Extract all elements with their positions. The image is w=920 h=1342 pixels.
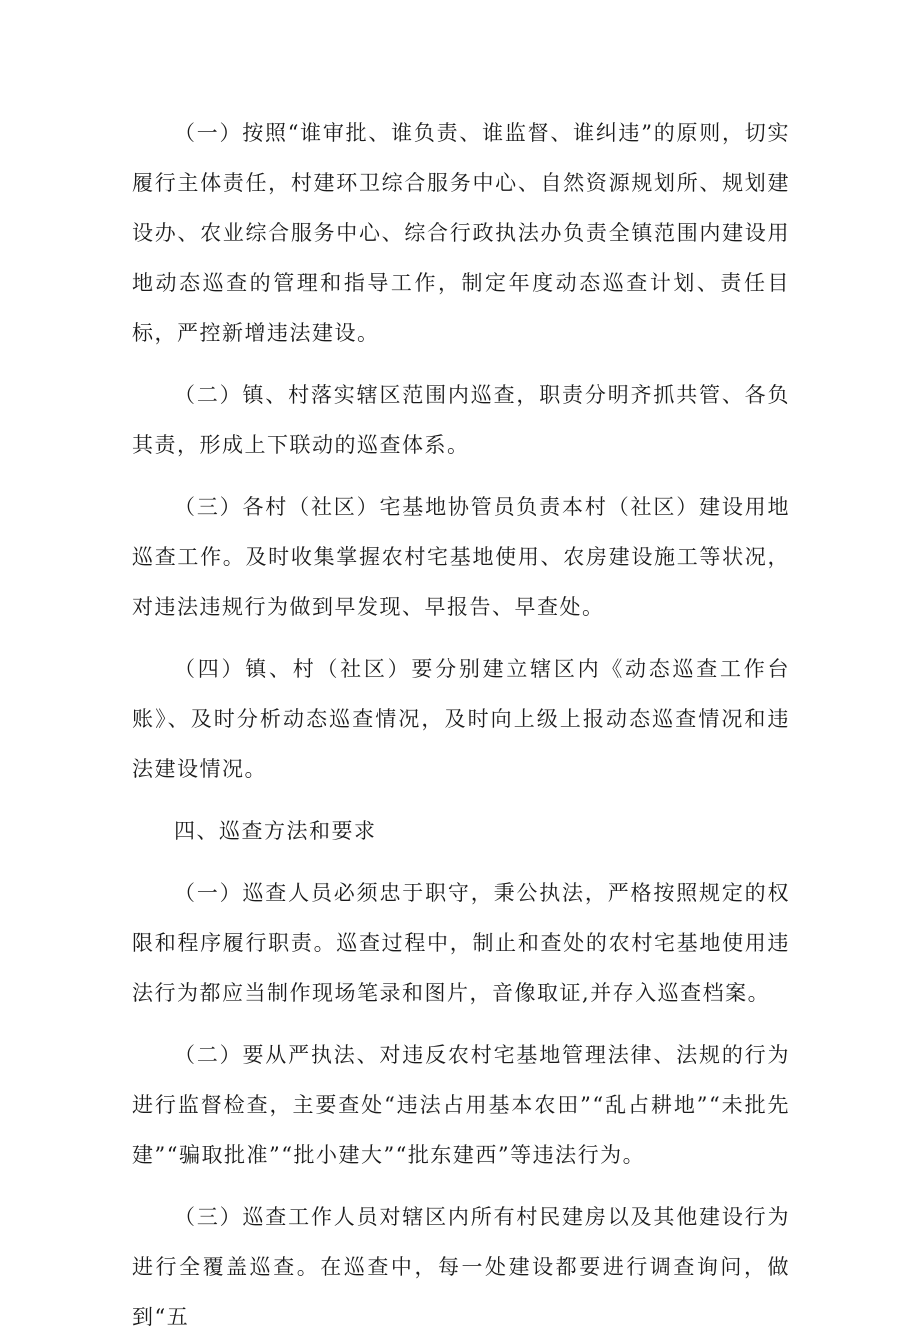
section-heading-patrol-methods: 四、巡查方法和要求 [174, 819, 377, 843]
paragraph-patrol-ledger: （四）镇、村（社区）要分别建立辖区内《动态巡查工作台账》、及时分析动态巡查情况，及时向上级上报动态巡查情况和违法建设情况。 [132, 657, 790, 781]
paragraph-strict-enforcement: （二）要从严执法、对违反农村宅基地管理法律、法规的行为进行监督检查，主要查处“违法占用基本农田”“乱占耕地”“未批先建”“骗取批准”“批小建大”“批东建西”等违法行为。 [132, 1043, 790, 1167]
paragraph-village-coordinator: （三）各村（社区）宅基地协管员负责本村（社区）建设用地巡查工作。及时收集掌握农村宅基地使用、农房建设施工等状况，对违法违规行为做到早发现、早报告、早查处。 [132, 495, 790, 619]
paragraph-full-coverage-patrol: （三）巡查工作人员对辖区内所有村民建房以及其他建设行为进行全覆盖巡查。在巡查中，每一处建设都要进行调查询问，做到“五 [132, 1205, 790, 1329]
document-body [132, 108, 790, 1342]
paragraph-responsibility-principle: （一）按照“谁审批、谁负责、谁监督、谁纠违”的原则，切实履行主体责任，村建环卫综合服务中心、自然资源规划所、规划建设办、农业综合服务中心、综合行政执法办负责全镇范围内建设用地动态巡查的管理和指导工作，制定年度动态巡查计划、责任目标，严控新增违法建设。 [132, 121, 790, 345]
paragraph-patrol-personnel: （一）巡查人员必须忠于职守，秉公执法，严格按照规定的权限和程序履行职责。巡查过程中，制止和查处的农村宅基地使用违法行为都应当制作现场笔录和图片，音像取证,并存入巡查档案。 [132, 881, 790, 1005]
paragraph-town-village-patrol: （二）镇、村落实辖区范围内巡查，职责分明齐抓共管、各负其责，形成上下联动的巡查体系。 [132, 383, 790, 457]
